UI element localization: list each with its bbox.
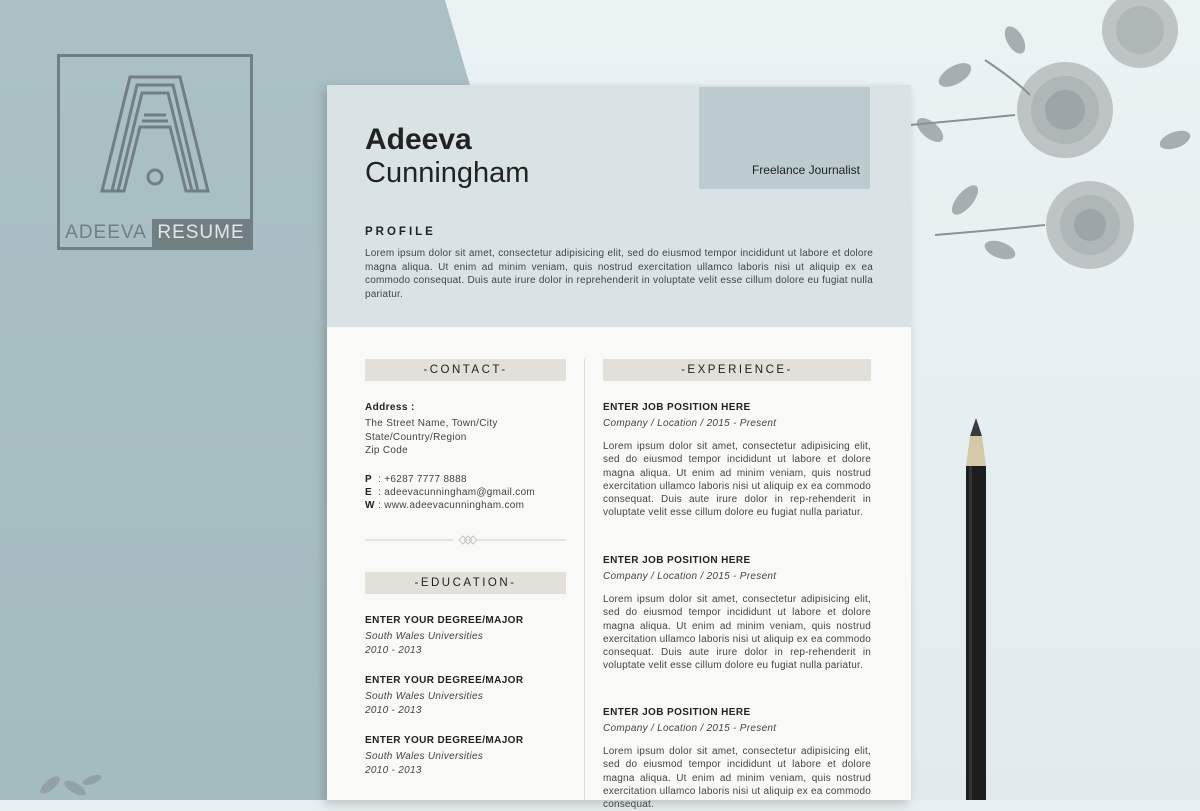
phone-label: P [365, 474, 372, 485]
web-value: : www.adeevacunningham.com [378, 500, 525, 511]
first-name: Adeeva [365, 123, 472, 156]
address-label: Address : [365, 402, 415, 413]
school-name: South Wales Universities [365, 691, 484, 702]
brand-logo [57, 54, 253, 250]
degree-title: ENTER YOUR DEGREE/MAJOR [365, 615, 524, 626]
letter-a-logo-icon [90, 71, 220, 195]
job-description: Lorem ipsum dolor sit amet, consectetur adipisicing elit, sed do eiusmod tempor incididunt ut labore et dolore magna aliqua. Ut enim ad minim veniam, quis nostrud exercitation ullamco laboris nisi ut aliquip ex ea commodo consequat. Duis aute irure dolor in rep-rehenderit in voluptate velit esse cillum dolore eu fugiat nulla pariatur. [603, 441, 871, 519]
experience-heading: -EXPERIENCE- [603, 359, 871, 381]
address-line: The Street Name, Town/City [365, 418, 498, 429]
education-years: 2010 - 2013 [365, 765, 422, 776]
logo-wordmark [60, 219, 250, 247]
job-title: Freelance Journalist [751, 163, 860, 177]
ornament-divider-icon [365, 533, 566, 547]
web-row [365, 500, 524, 511]
resume-header [327, 85, 911, 327]
logo-word-adeeva: ADEEVA [65, 222, 147, 243]
job-meta: Company / Location / 2015 - Present [603, 723, 777, 734]
email-row [365, 487, 535, 498]
job-position: ENTER JOB POSITION HERE [603, 707, 751, 718]
address-line: Zip Code [365, 445, 408, 456]
profile-text: Lorem ipsum dolor sit amet, consectetur adipisicing elit, sed do eiusmod tempor incididunt ut labore et dolore magna aliqua. Ut enim ad minim veniam, quis nostrud exercitation ullamco laboris nisi ut aliquip ex ea commodo consequat. Duis aute irure dolor in reprehenderit in voluptate velit esse cillum dolore eu fugiat nulla pariatur. [365, 248, 873, 300]
school-name: South Wales Universities [365, 631, 484, 642]
email-label: E [365, 487, 372, 498]
job-meta: Company / Location / 2015 - Present [603, 571, 777, 582]
last-name: Cunningham [365, 157, 530, 189]
job-title-box [699, 87, 870, 189]
column-divider [584, 359, 585, 800]
job-meta: Company / Location / 2015 - Present [603, 418, 777, 429]
web-label: W [365, 500, 375, 511]
job-position: ENTER JOB POSITION HERE [603, 402, 751, 413]
flower-illustration-icon [905, 0, 1200, 300]
logo-word-resume: RESUME [152, 219, 250, 247]
school-name: South Wales Universities [365, 751, 484, 762]
resume-page [327, 85, 911, 811]
degree-title: ENTER YOUR DEGREE/MAJOR [365, 735, 524, 746]
leaf-illustration-icon [30, 760, 110, 800]
phone-value: : +6287 7777 8888 [378, 474, 467, 485]
email-value: : adeevacunningham@gmail.com [378, 487, 536, 498]
contact-heading: -CONTACT- [365, 359, 566, 381]
pencil-icon [960, 418, 992, 800]
degree-title: ENTER YOUR DEGREE/MAJOR [365, 675, 524, 686]
job-position: ENTER JOB POSITION HERE [603, 555, 751, 566]
job-description: Lorem ipsum dolor sit amet, consectetur adipisicing elit, sed do eiusmod tempor incididunt ut labore et dolore magna aliqua. Ut enim ad minim veniam, quis nostrud exercitation ullamco laboris nisi ut aliquip ex ea commodo consequat. [603, 746, 871, 811]
job-description: Lorem ipsum dolor sit amet, consectetur adipisicing elit, sed do eiusmod tempor incididunt ut labore et dolore magna aliqua. Ut enim ad minim veniam, quis nostrud exercitation ullamco laboris nisi ut aliquip ex ea commodo consequat. Duis aute irure dolor in rep-rehenderit in voluptate velit esse cillum dolore eu fugiat nulla pariatur. [603, 594, 871, 672]
profile-heading: PROFILE [365, 226, 436, 238]
education-years: 2010 - 2013 [365, 705, 422, 716]
phone-row [365, 474, 467, 485]
education-years: 2010 - 2013 [365, 645, 422, 656]
address-line: State/Country/Region [365, 432, 467, 443]
education-heading: -EDUCATION- [365, 572, 566, 594]
